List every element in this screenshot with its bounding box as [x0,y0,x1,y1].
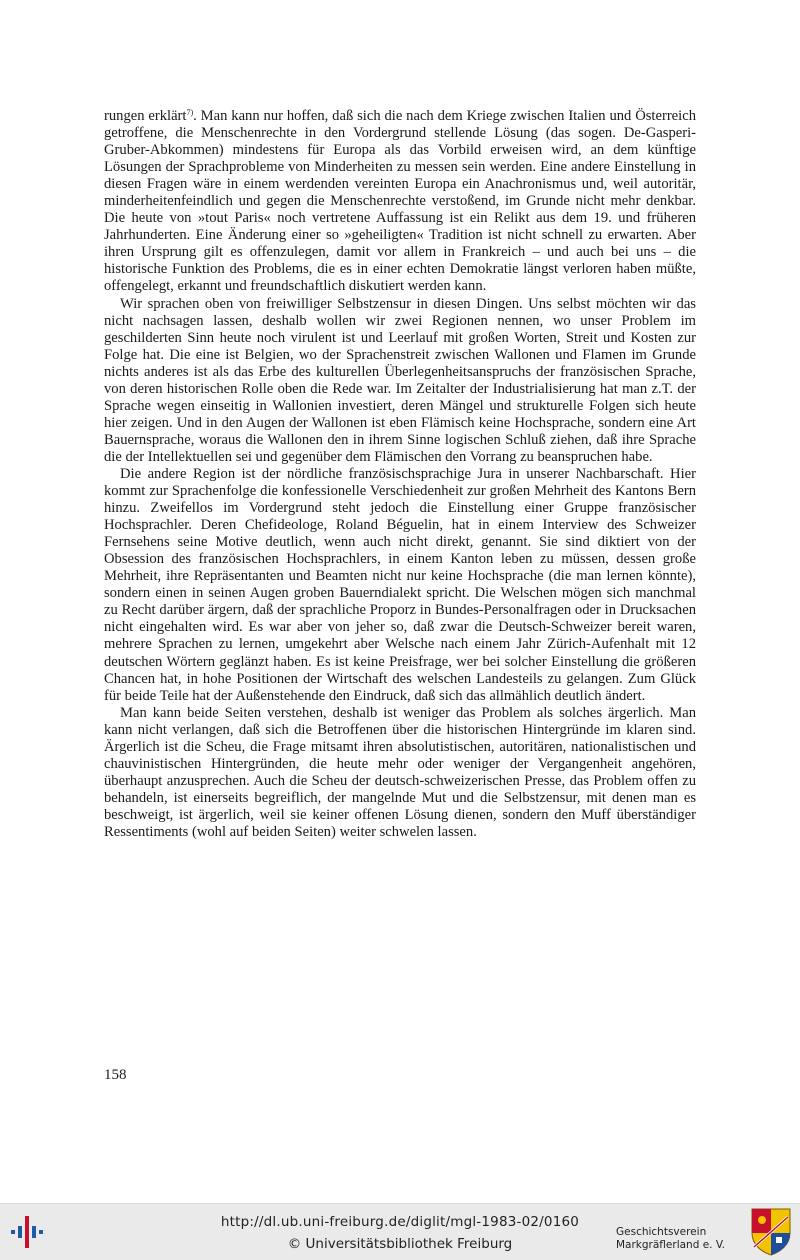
publisher-name-line-1: Geschichtsverein [616,1226,707,1238]
publisher-name [616,1226,750,1252]
paragraph-1-rest: . Man kann nur hoffen, daß sich die nach dem Kriege zwischen Italien und Österreich getroffene, die Menschenrechte in den Vordergrund stellende Lösung (das sogen. De-Gasperi-Gruber-Abkommen) mindestens für Europa als das Vorbild erweisen wird, an dem künftige Lösungen der Sprachprobleme von Minderheiten zu messen sein werden. Eine andere Einstellung in diesen Fragen wäre in einem werdenden vereinten Europa ein Anachronismus und, weil autoritär, minderheitenfeindlich und gegen die Menschenrechte verstoßend, im Grunde nicht mehr denkbar. Die heute von »tout Paris« noch vertretene Auffassung ist ein Relikt aus dem 19. und früheren Jahrhunderten. Eine Änderung einer so »geheiligten« Tradition ist nicht schnell zu erwarten. Aber ihren Ursprung gilt es offenzulegen, damit vor allem in Frankreich – und auch bei uns – die historische Funktion des Problems, die es in einer echten Demokratie längst verloren haben müßte, offengelegt, erkannt und freundschaftlich diskutiert werden kann. [104,108,696,295]
digital-library-logo-icon[interactable] [10,1214,52,1250]
page-number: 158 [104,1067,127,1083]
permalink-url[interactable]: http://dl.ub.uni-freiburg.de/diglit/mgl-1983-02/0160 [220,1214,580,1230]
footnote-reference: 7) [186,108,194,117]
paragraph-2: Wir sprachen oben von freiwilliger Selbstzensur in diesen Dingen. Uns selbst möchten wir das nicht nachsagen lassen, deshalb wollen wir zwei Regionen nennen, wo unser Problem im geschilderten Sinn heute noch virulent ist und Leerlauf mit großen Worten, Streit und Kosten zur Folge hat. Die eine ist Belgien, wo der Sprachenstreit zwischen Wallonen und Flamen im Grunde nichts anderes ist als das Erbe des kulturellen Überlegenheitsanspruchs der französischen Sprache, von deren historischen Rolle oben die Rede war. Im Zeitalter der Industrialisierung hat man z.T. der Sprache wegen einseitig in Wallonien investiert, deren Mängel und strukturelle Folgen sich heute hier zeigen. Und in den Augen der Wallonen ist eben Flämisch keine Hochsprache, sondern eine Art Bauernsprache, woraus die Wallonen den in ihrem Sinne logischen Schluß ziehen, daß ihre Sprache die der Intellektuellen sei und gegenüber dem Flämischen den Vorrang zu beanspruchen habe. [104,295,696,465]
document-body [104,108,696,841]
paragraph-1 [104,108,696,296]
viewer-footer [0,1203,800,1260]
paragraph-3: Die andere Region ist der nördliche französischsprachige Jura in unserer Nachbarschaft. Hier kommt zur Sprachenfolge die konfessionelle Verschiedenheit zur großen Mehrheit des Kantons Bern hinzu. Zweifellos im Vordergrund steht jedoch die Einstellung einer Gruppe französischer Hochsprachler. Deren Chefideologe, Roland Béguelin, hat in einem Interview des Schweizer Fernsehens seine Motive deutlich, wenn auch nicht direkt, genannt. Sie sind diktiert von der Obsession des französischen Hochsprachlers, in einem Kanton leben zu müssen, dessen große Mehrheit, ihre Repräsentanten und Beamten nicht nur keine Hochsprache (die man lernen könnte), sondern einen in seinen Augen groben Bauerndialekt spricht. Die Welschen mögen sich manchmal zu Recht darüber ärgern, daß der sprachliche Proporz in Bundes-Personalfragen oder in Drucksachen nicht eingehalten wird. Es war aber von jeher so, daß zwar die Deutsch-Schweizer bereit waren, mehrere Sprachen zu lernen, umgekehrt aber Welsche nach einem Jahr Zürich-Aufenhalt mit 12 deutschen Wörtern geglänzt haben. Es ist keine Preisfrage, wer bei solcher Einstellung die größeren Chancen hat, in hohe Positionen der Wirtschaft des welschen Landesteils zu gelangen. Zum Glück für beide Teile hat der Außenstehende den Eindruck, daß sich das allmählich deutlich ändert. [104,465,696,704]
coat-of-arms-icon [750,1207,792,1257]
publisher-name-line-2: Markgräflerland e. V. [616,1239,726,1251]
paragraph-4: Man kann beide Seiten verstehen, deshalb ist weniger das Problem als solches ärgerlich. Man kann nicht verlangen, daß sich die Betroffenen über die historischen Hintergründe im klaren sind. Ärgerlich ist die Scheu, die Frage mitsamt ihren absolutistischen, autoritären, nationalistischen und chauvinistischen Hintergründen, die heute mehr oder weniger der Vergangenheit angehören, überhaupt anzusprechen. Auch die Scheu der deutsch-schweizerischen Presse, das Problem offen zu behandeln, ist einerseits begreiflich, der mangelnde Mut und die Selbstzensur, mit denen man es beschweigt, ist ärgerlich, weil sie keiner offenen Lösung dienen, sondern den Muff überständiger Ressentiments (wohl auf beiden Seiten) weiter schwelen lassen. [104,704,696,840]
paragraph-1-start: rungen erklärt [104,108,187,124]
copyright-notice: © Universitätsbibliothek Freiburg [287,1236,513,1252]
